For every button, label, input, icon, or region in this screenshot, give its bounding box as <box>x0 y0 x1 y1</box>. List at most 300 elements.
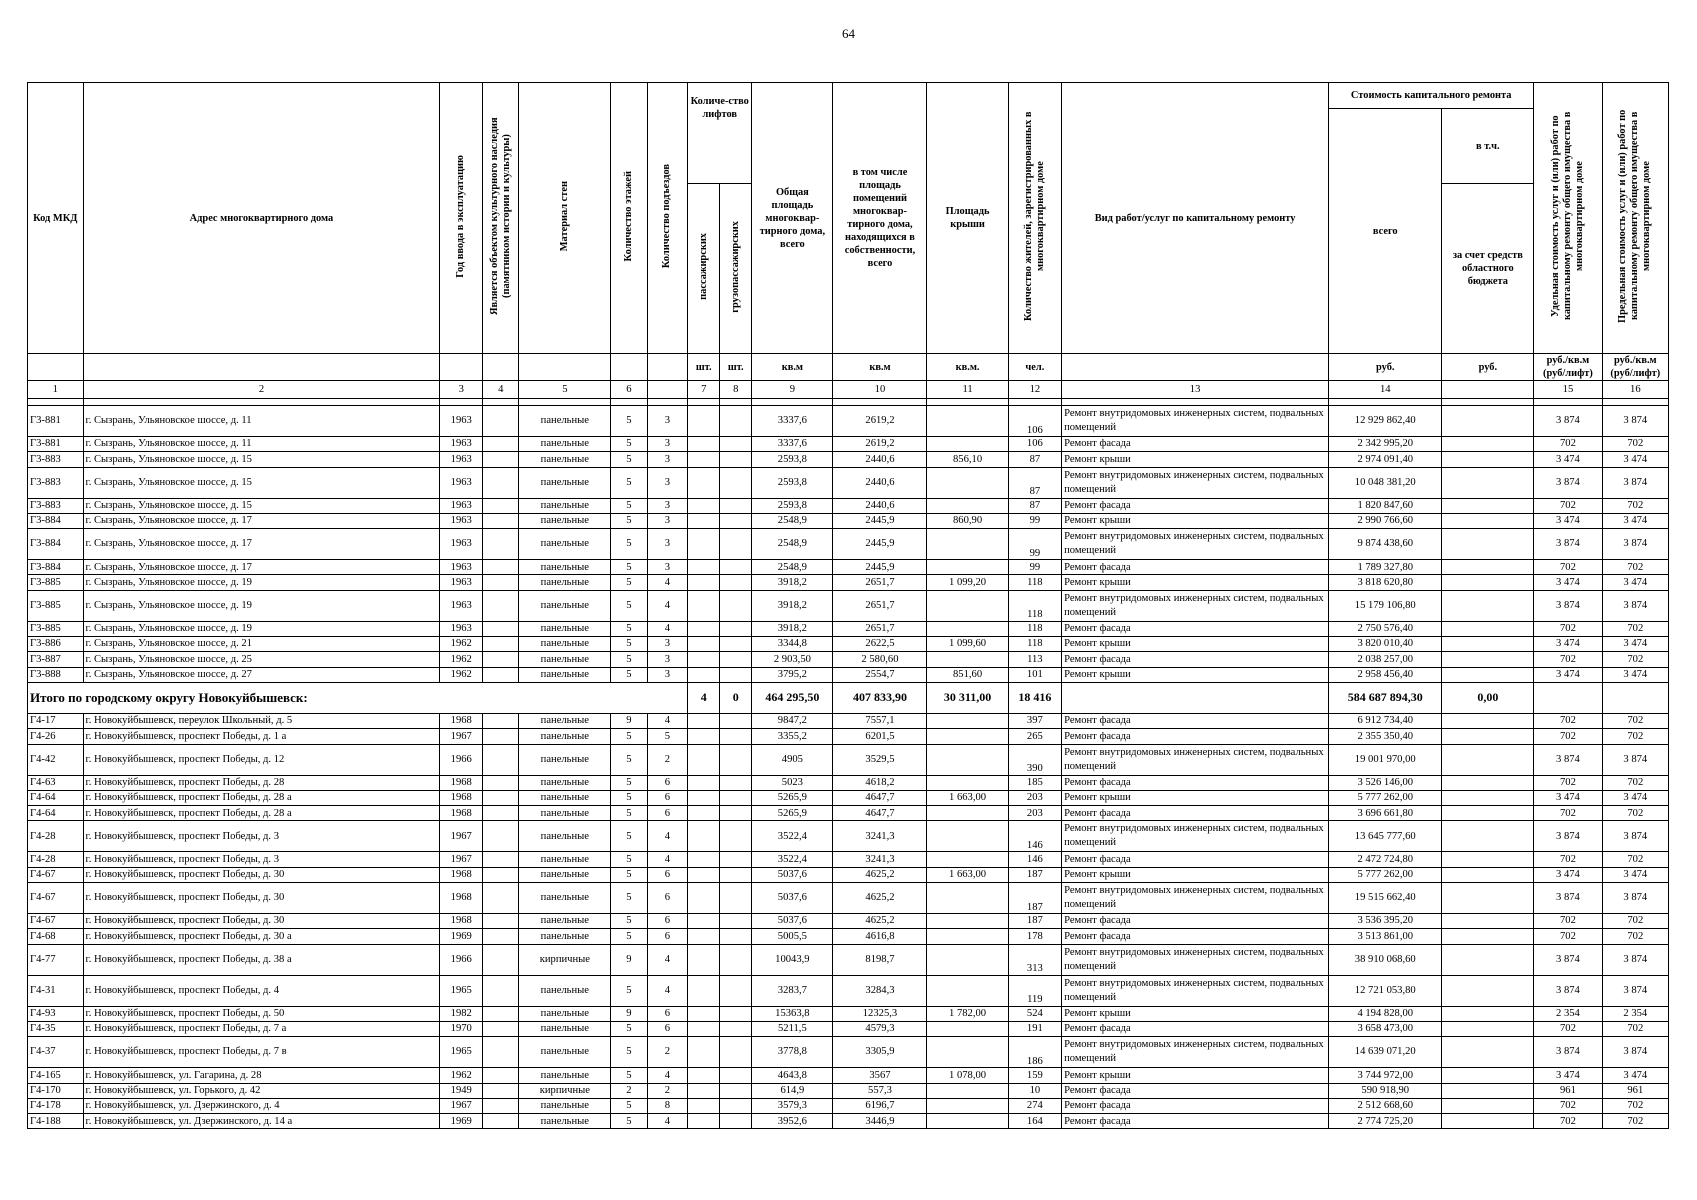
cell-year: 1963 <box>440 452 483 467</box>
cell-heritage <box>483 1114 519 1129</box>
table-row <box>28 944 1669 975</box>
cell-total-area: 3918,2 <box>752 621 833 636</box>
cell-roof-area <box>927 821 1008 852</box>
cell-owned-area: 4618,2 <box>833 775 927 790</box>
cell-heritage <box>483 883 519 914</box>
cell-budget <box>1442 1114 1534 1129</box>
cell-roof-area: 1 663,00 <box>927 790 1008 805</box>
column-number: 10 <box>833 381 927 399</box>
cell-floors: 5 <box>611 467 647 498</box>
cell-owned-area: 2651,7 <box>833 575 927 590</box>
unit-16: руб./кв.м (руб/лифт) <box>1602 354 1668 381</box>
cell-total-area: 3283,7 <box>752 975 833 1006</box>
header-year: Год ввода в эксплуатацию <box>440 83 483 354</box>
cell-entrances: 4 <box>647 713 688 728</box>
cell-residents: 99 <box>1008 560 1061 575</box>
cell-residents: 101 <box>1008 667 1061 682</box>
cell-work-type: Ремонт фасада <box>1062 914 1329 929</box>
cell-roof-area <box>927 590 1008 621</box>
cell-total-area: 2548,9 <box>752 513 833 528</box>
cell-budget <box>1442 1006 1534 1021</box>
cell-entrances: 8 <box>647 1098 688 1113</box>
cell-year: 1968 <box>440 914 483 929</box>
cell-owned-area: 2619,2 <box>833 437 927 452</box>
cell-cost: 3 818 620,80 <box>1329 575 1442 590</box>
header-incl: в т.ч. <box>1442 109 1534 184</box>
table-row <box>28 806 1669 821</box>
cell-owned-area: 2 580,60 <box>833 652 927 667</box>
cell-total-area: 3355,2 <box>752 729 833 744</box>
cell-owned-area: 2622,5 <box>833 637 927 652</box>
cell-cost: 3 526 146,00 <box>1329 775 1442 790</box>
cell-lifts-cargo <box>720 467 752 498</box>
cell-year: 1965 <box>440 975 483 1006</box>
cell-cost: 3 536 395,20 <box>1329 914 1442 929</box>
cell-roof-area: 1 099,20 <box>927 575 1008 590</box>
cell-max-cost: 3 874 <box>1602 467 1668 498</box>
cell-lifts-pass <box>688 1037 720 1068</box>
cell-address: г. Сызрань, Ульяновское шоссе, д. 25 <box>83 652 440 667</box>
column-number <box>647 381 688 399</box>
cell-address: г. Новокуйбышевск, проспект Победы, д. 28 <box>83 775 440 790</box>
table-row <box>28 590 1669 621</box>
cell-code: Г3-887 <box>28 652 84 667</box>
cell-lifts-pass <box>688 975 720 1006</box>
cell-owned-area: 8198,7 <box>833 944 927 975</box>
cell-budget <box>1442 883 1534 914</box>
cell-work-type: Ремонт фасада <box>1062 1114 1329 1129</box>
cell-entrances: 3 <box>647 513 688 528</box>
total-area: 464 295,50 <box>752 682 833 713</box>
cell-material: панельные <box>519 775 611 790</box>
unit-15: руб./кв.м (руб/лифт) <box>1534 354 1602 381</box>
cell-max-cost: 3 474 <box>1602 867 1668 882</box>
cell-residents: 274 <box>1008 1098 1061 1113</box>
cell-year: 1949 <box>440 1083 483 1098</box>
cell-heritage <box>483 452 519 467</box>
cell-lifts-cargo <box>720 437 752 452</box>
cell-residents: 390 <box>1008 744 1061 775</box>
column-number: 14 <box>1329 381 1442 399</box>
cell-material: кирпичные <box>519 1083 611 1098</box>
cell-floors: 5 <box>611 867 647 882</box>
column-number: 9 <box>752 381 833 399</box>
cell-work-type: Ремонт фасада <box>1062 775 1329 790</box>
cell-lifts-cargo <box>720 883 752 914</box>
cell-work-type: Ремонт крыши <box>1062 790 1329 805</box>
cell-total-area: 5265,9 <box>752 790 833 805</box>
cell-lifts-pass <box>688 1098 720 1113</box>
table-row <box>28 406 1669 437</box>
cell-budget <box>1442 406 1534 437</box>
cell-specific-cost: 3 874 <box>1534 944 1602 975</box>
cell-budget <box>1442 529 1534 560</box>
cell-budget <box>1442 713 1534 728</box>
cell-entrances: 6 <box>647 883 688 914</box>
total-row <box>28 682 1669 713</box>
table-row <box>28 452 1669 467</box>
header-units-row <box>28 354 1669 381</box>
cell-entrances: 3 <box>647 667 688 682</box>
cell-address: г. Сызрань, Ульяновское шоссе, д. 17 <box>83 513 440 528</box>
cell-total-area: 3337,6 <box>752 406 833 437</box>
cell-specific-cost: 3 474 <box>1534 637 1602 652</box>
cell-heritage <box>483 775 519 790</box>
cell-residents: 118 <box>1008 637 1061 652</box>
cell-budget <box>1442 437 1534 452</box>
cell-owned-area: 3446,9 <box>833 1114 927 1129</box>
cell-lifts-pass <box>688 498 720 513</box>
cell-specific-cost: 3 874 <box>1534 406 1602 437</box>
cell-lifts-cargo <box>720 1021 752 1036</box>
cell-total-area: 2593,8 <box>752 467 833 498</box>
header-code: Код МКД <box>28 83 84 354</box>
cell-address: г. Сызрань, Ульяновское шоссе, д. 19 <box>83 590 440 621</box>
cell-address: г. Новокуйбышевск, проспект Победы, д. 3 <box>83 852 440 867</box>
cell-residents: 187 <box>1008 867 1061 882</box>
cell-floors: 5 <box>611 621 647 636</box>
cell-specific-cost: 3 874 <box>1534 529 1602 560</box>
cell-entrances: 4 <box>647 575 688 590</box>
cell-work-type: Ремонт крыши <box>1062 1006 1329 1021</box>
cell-heritage <box>483 529 519 560</box>
cell-code: Г4-28 <box>28 852 84 867</box>
cell-code: Г3-885 <box>28 621 84 636</box>
cell-floors: 5 <box>611 1114 647 1129</box>
cell-owned-area: 4625,2 <box>833 883 927 914</box>
cell-heritage <box>483 1021 519 1036</box>
cell-cost: 2 974 091,40 <box>1329 452 1442 467</box>
cell-lifts-pass <box>688 929 720 944</box>
cell-specific-cost: 702 <box>1534 1114 1602 1129</box>
cell-budget <box>1442 1083 1534 1098</box>
cell-budget <box>1442 513 1534 528</box>
cell-year: 1967 <box>440 821 483 852</box>
cell-owned-area: 3529,5 <box>833 744 927 775</box>
cell-entrances: 2 <box>647 744 688 775</box>
header-total-area: Общая площадь многоквар-тирного дома, всего <box>752 83 833 354</box>
cell-year: 1968 <box>440 806 483 821</box>
cell-total-area: 5023 <box>752 775 833 790</box>
cell-year: 1963 <box>440 406 483 437</box>
cell-residents: 191 <box>1008 1021 1061 1036</box>
cell-residents: 313 <box>1008 944 1061 975</box>
cell-specific-cost: 702 <box>1534 652 1602 667</box>
cell-floors: 2 <box>611 1083 647 1098</box>
cell-heritage <box>483 1098 519 1113</box>
cell-cost: 19 515 662,40 <box>1329 883 1442 914</box>
cell-code: Г4-67 <box>28 914 84 929</box>
cell-work-type: Ремонт фасада <box>1062 1021 1329 1036</box>
cell-address: г. Сызрань, Ульяновское шоссе, д. 11 <box>83 437 440 452</box>
cell-material: панельные <box>519 406 611 437</box>
cell-material: панельные <box>519 637 611 652</box>
cell-material: панельные <box>519 1006 611 1021</box>
cell-floors: 5 <box>611 975 647 1006</box>
cell-budget <box>1442 790 1534 805</box>
header-floors: Количество этажей <box>611 83 647 354</box>
cell-address: г. Новокуйбышевск, проспект Победы, д. 30 <box>83 867 440 882</box>
cell-roof-area <box>927 467 1008 498</box>
cell-lifts-cargo <box>720 498 752 513</box>
cell-max-cost: 702 <box>1602 1114 1668 1129</box>
cell-specific-cost: 702 <box>1534 852 1602 867</box>
cell-lifts-cargo <box>720 513 752 528</box>
cell-floors: 5 <box>611 790 647 805</box>
unit-14: руб. <box>1329 354 1442 381</box>
column-number: 16 <box>1602 381 1668 399</box>
cell-floors: 5 <box>611 821 647 852</box>
cell-total-area: 2548,9 <box>752 529 833 560</box>
cell-address: г. Сызрань, Ульяновское шоссе, д. 17 <box>83 560 440 575</box>
cell-heritage <box>483 667 519 682</box>
cell-address: г. Сызрань, Ульяновское шоссе, д. 15 <box>83 498 440 513</box>
cell-code: Г4-64 <box>28 806 84 821</box>
cell-year: 1963 <box>440 467 483 498</box>
cell-cost: 4 194 828,00 <box>1329 1006 1442 1021</box>
cell-entrances: 3 <box>647 560 688 575</box>
cell-cost: 1 789 327,80 <box>1329 560 1442 575</box>
table-row <box>28 775 1669 790</box>
cell-lifts-cargo <box>720 1083 752 1098</box>
cell-lifts-pass <box>688 575 720 590</box>
cell-material: панельные <box>519 790 611 805</box>
cell-code: Г3-883 <box>28 498 84 513</box>
cell-floors: 5 <box>611 590 647 621</box>
cell-work-type: Ремонт фасада <box>1062 729 1329 744</box>
cell-year: 1969 <box>440 1114 483 1129</box>
cell-entrances: 4 <box>647 1068 688 1083</box>
cell-entrances: 6 <box>647 806 688 821</box>
cell-residents: 113 <box>1008 652 1061 667</box>
cell-floors: 5 <box>611 560 647 575</box>
unit-10: кв.м <box>833 354 927 381</box>
table-row <box>28 467 1669 498</box>
cell-max-cost: 2 354 <box>1602 1006 1668 1021</box>
cell-work-type: Ремонт фасада <box>1062 560 1329 575</box>
cell-specific-cost: 3 874 <box>1534 975 1602 1006</box>
column-number: 3 <box>440 381 483 399</box>
header-cost: Стоимость капитального ремонта <box>1329 83 1534 109</box>
cell-year: 1962 <box>440 667 483 682</box>
cell-floors: 5 <box>611 914 647 929</box>
cell-heritage <box>483 637 519 652</box>
cell-max-cost: 3 474 <box>1602 575 1668 590</box>
cell-material: панельные <box>519 883 611 914</box>
cell-heritage <box>483 744 519 775</box>
cell-address: г. Новокуйбышевск, проспект Победы, д. 30 а <box>83 929 440 944</box>
cell-floors: 5 <box>611 667 647 682</box>
cell-budget <box>1442 1021 1534 1036</box>
cell-lifts-pass <box>688 775 720 790</box>
cell-work-type: Ремонт фасада <box>1062 852 1329 867</box>
cell-budget <box>1442 560 1534 575</box>
cell-owned-area: 4579,3 <box>833 1021 927 1036</box>
cell-budget <box>1442 452 1534 467</box>
cell-entrances: 6 <box>647 775 688 790</box>
cell-lifts-pass <box>688 467 720 498</box>
cell-residents: 187 <box>1008 883 1061 914</box>
cell-max-cost: 702 <box>1602 621 1668 636</box>
cell-cost: 2 958 456,40 <box>1329 667 1442 682</box>
cell-cost: 2 512 668,60 <box>1329 1098 1442 1113</box>
table-row <box>28 637 1669 652</box>
cell-residents: 164 <box>1008 1114 1061 1129</box>
column-number: 6 <box>611 381 647 399</box>
cell-work-type: Ремонт внутридомовых инженерных систем, подвальных помещений <box>1062 821 1329 852</box>
cell-total-area: 5037,6 <box>752 883 833 914</box>
cell-lifts-cargo <box>720 575 752 590</box>
cell-total-area: 5005,5 <box>752 929 833 944</box>
header-entrances: Количество подъездов <box>647 83 688 354</box>
cell-lifts-cargo <box>720 729 752 744</box>
cell-floors: 5 <box>611 452 647 467</box>
header-wall-material: Материал стен <box>519 83 611 354</box>
header-cost-total: всего <box>1329 109 1442 354</box>
cell-year: 1968 <box>440 790 483 805</box>
cell-cost: 12 929 862,40 <box>1329 406 1442 437</box>
cell-lifts-cargo <box>720 1114 752 1129</box>
cell-lifts-pass <box>688 744 720 775</box>
table-row <box>28 529 1669 560</box>
cell-lifts-cargo <box>720 667 752 682</box>
cell-lifts-pass <box>688 729 720 744</box>
cell-lifts-cargo <box>720 452 752 467</box>
cell-roof-area <box>927 713 1008 728</box>
cell-floors: 5 <box>611 1098 647 1113</box>
cell-work-type: Ремонт внутридомовых инженерных систем, подвальных помещений <box>1062 529 1329 560</box>
cell-cost: 19 001 970,00 <box>1329 744 1442 775</box>
cell-lifts-cargo <box>720 621 752 636</box>
cell-material: панельные <box>519 452 611 467</box>
cell-code: Г4-28 <box>28 821 84 852</box>
cell-year: 1962 <box>440 652 483 667</box>
cell-residents: 187 <box>1008 914 1061 929</box>
cell-budget <box>1442 1068 1534 1083</box>
cell-cost: 6 912 734,40 <box>1329 713 1442 728</box>
cell-roof-area <box>927 975 1008 1006</box>
table-row <box>28 667 1669 682</box>
cell-address: г. Новокуйбышевск, проспект Победы, д. 3 <box>83 821 440 852</box>
cell-year: 1969 <box>440 929 483 944</box>
cell-max-cost: 3 874 <box>1602 406 1668 437</box>
header-heritage: Является объектом культурного наследия (памятником истории и культуры) <box>483 83 519 354</box>
cell-total-area: 3778,8 <box>752 1037 833 1068</box>
cell-material: панельные <box>519 729 611 744</box>
cell-max-cost: 3 474 <box>1602 452 1668 467</box>
cell-lifts-pass <box>688 1006 720 1021</box>
cell-entrances: 6 <box>647 1006 688 1021</box>
total-budget: 0,00 <box>1442 682 1534 713</box>
cell-max-cost: 3 874 <box>1602 590 1668 621</box>
cell-cost: 3 744 972,00 <box>1329 1068 1442 1083</box>
header-regional-budget: за счет средств областного бюджета <box>1442 184 1534 354</box>
cell-work-type: Ремонт крыши <box>1062 867 1329 882</box>
cell-floors: 5 <box>611 852 647 867</box>
cell-code: Г4-35 <box>28 1021 84 1036</box>
cell-total-area: 2 903,50 <box>752 652 833 667</box>
cell-year: 1968 <box>440 883 483 914</box>
cell-total-area: 5037,6 <box>752 914 833 929</box>
cell-lifts-pass <box>688 667 720 682</box>
cell-cost: 12 721 053,80 <box>1329 975 1442 1006</box>
cell-code: Г4-31 <box>28 975 84 1006</box>
cell-entrances: 6 <box>647 867 688 882</box>
cell-residents: 146 <box>1008 821 1061 852</box>
cell-total-area: 10043,9 <box>752 944 833 975</box>
cell-cost: 38 910 068,60 <box>1329 944 1442 975</box>
column-number <box>1442 381 1534 399</box>
cell-heritage <box>483 621 519 636</box>
cell-heritage <box>483 437 519 452</box>
cell-budget <box>1442 729 1534 744</box>
page-number: 64 <box>842 26 855 41</box>
cell-material: панельные <box>519 621 611 636</box>
cell-roof-area <box>927 1114 1008 1129</box>
cell-total-area: 15363,8 <box>752 1006 833 1021</box>
cell-residents: 146 <box>1008 852 1061 867</box>
cell-residents: 87 <box>1008 498 1061 513</box>
cell-owned-area: 3305,9 <box>833 1037 927 1068</box>
cell-residents: 397 <box>1008 713 1061 728</box>
cell-specific-cost: 702 <box>1534 1098 1602 1113</box>
cell-code: Г3-883 <box>28 467 84 498</box>
cell-code: Г3-888 <box>28 667 84 682</box>
cell-material: панельные <box>519 929 611 944</box>
cell-cost: 10 048 381,20 <box>1329 467 1442 498</box>
cell-material: кирпичные <box>519 944 611 975</box>
cell-specific-cost: 3 474 <box>1534 452 1602 467</box>
cell-budget <box>1442 914 1534 929</box>
total-owned-area: 407 833,90 <box>833 682 927 713</box>
cell-year: 1963 <box>440 498 483 513</box>
cell-cost: 2 774 725,20 <box>1329 1114 1442 1129</box>
cell-cost: 5 777 262,00 <box>1329 790 1442 805</box>
cell-owned-area: 4616,8 <box>833 929 927 944</box>
cell-entrances: 3 <box>647 467 688 498</box>
cell-roof-area <box>927 729 1008 744</box>
cell-material: панельные <box>519 513 611 528</box>
cell-work-type: Ремонт фасада <box>1062 806 1329 821</box>
cell-budget <box>1442 575 1534 590</box>
cell-owned-area: 3241,3 <box>833 821 927 852</box>
table-row <box>28 498 1669 513</box>
cell-material: панельные <box>519 713 611 728</box>
cell-budget <box>1442 467 1534 498</box>
cell-work-type: Ремонт внутридомовых инженерных систем, подвальных помещений <box>1062 944 1329 975</box>
cell-work-type: Ремонт фасада <box>1062 621 1329 636</box>
column-number: 2 <box>83 381 440 399</box>
cell-floors: 5 <box>611 1037 647 1068</box>
cell-lifts-cargo <box>720 790 752 805</box>
cell-material: панельные <box>519 667 611 682</box>
cell-specific-cost: 702 <box>1534 437 1602 452</box>
cell-cost: 9 874 438,60 <box>1329 529 1442 560</box>
cell-residents: 265 <box>1008 729 1061 744</box>
cell-address: г. Сызрань, Ульяновское шоссе, д. 19 <box>83 575 440 590</box>
cell-floors: 9 <box>611 713 647 728</box>
cell-specific-cost: 3 474 <box>1534 1068 1602 1083</box>
cell-budget <box>1442 975 1534 1006</box>
table-row <box>28 1083 1669 1098</box>
table-row <box>28 575 1669 590</box>
cell-year: 1963 <box>440 560 483 575</box>
cell-address: г. Сызрань, Ульяновское шоссе, д. 21 <box>83 637 440 652</box>
total-cost: 584 687 894,30 <box>1329 682 1442 713</box>
column-number: 11 <box>927 381 1008 399</box>
cell-total-area: 3952,6 <box>752 1114 833 1129</box>
cell-budget <box>1442 852 1534 867</box>
